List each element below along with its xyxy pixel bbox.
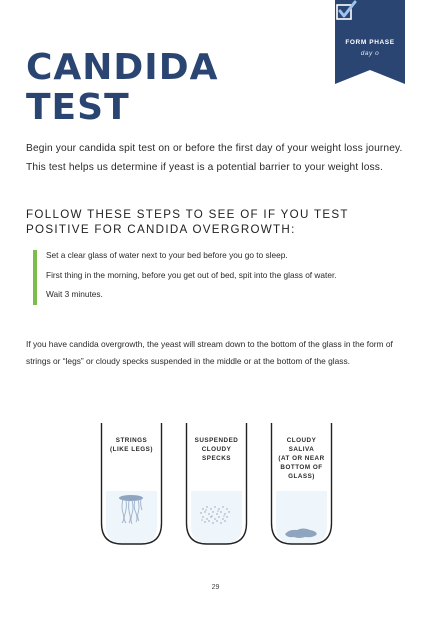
page-number: 29 (211, 584, 220, 591)
glass-cloudy-saliva (270, 423, 333, 545)
glass-label-line: SPECKS (202, 455, 231, 462)
step-item: First thing in the morning, before you get out of bed, spit into the glass of water. (46, 269, 337, 280)
steps-heading-line-1: FOLLOW THESE STEPS TO SEE OF IF YOU TEST (26, 208, 349, 221)
steps-heading (26, 207, 406, 237)
step-item: Wait 3 minutes. (46, 289, 103, 299)
glass-label-line: GLASS) (288, 473, 315, 480)
glass-label-line: (LIKE LEGS) (110, 446, 153, 453)
glass-label-line: STRINGS (115, 437, 148, 444)
glass-label (187, 436, 246, 463)
glass-label (272, 436, 331, 481)
glass-label-line: (AT OR NEAR (278, 455, 325, 462)
page-title (26, 48, 218, 128)
badge-day-label: day o (360, 50, 380, 57)
overgrowth-paragraph: If you have candida overgrowth, the yeast will stream down to the bottom of the glass in the form of strings or “legs” or cloudy specks suspended in the middle or at the bottom of the glass. (26, 339, 393, 366)
glass-label-line: SUSPENDED (194, 437, 239, 444)
glass-label-line: SALIVA (288, 446, 315, 453)
steps-list (33, 250, 412, 305)
title-line-1: CANDIDA (26, 47, 219, 88)
intro-paragraph: Begin your candida spit test on or before the first day of your weight loss journey. This test helps us determine if yeast is a potential barrier to your weight loss. (26, 143, 403, 173)
glass-label-line: CLOUDY (286, 437, 317, 444)
glass-label (102, 436, 161, 454)
badge-phase-label: FORM PHASE (345, 39, 395, 46)
glass-strings (100, 423, 163, 545)
title-line-2: TEST (26, 87, 130, 128)
glass-suspended-specks (185, 423, 248, 545)
glass-label-line: BOTTOM OF (280, 464, 323, 471)
checkbox-check-icon (335, 0, 357, 22)
form-phase-badge (335, 0, 405, 84)
steps-heading-line-2: POSITIVE FOR CANDIDA OVERGROWTH: (26, 223, 296, 236)
glass-label-line: CLOUDY (201, 446, 232, 453)
step-item: Set a clear glass of water next to your bed before you go to sleep. (46, 250, 288, 260)
